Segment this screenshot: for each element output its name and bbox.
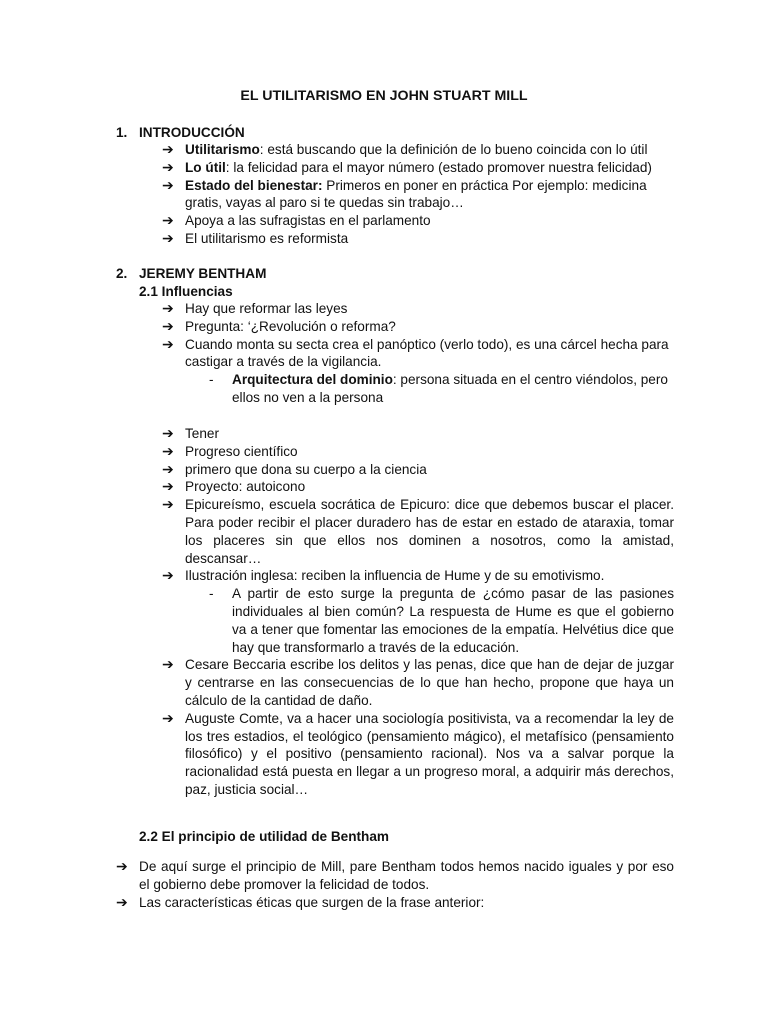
list-item: ➔ Cuando monta su secta crea el panóptico (verlo todo), es una cárcel hecha para castigar a través de la vigilancia. - Arquitectura del dominio: persona situada en el centro viéndolos, pero ellos no ven a la persona — [162, 336, 674, 407]
arrow-right-icon: ➔ — [162, 709, 174, 726]
subsection-2-2-heading: 2.2 El principio de utilidad de Bentham — [139, 829, 390, 844]
list-item: ➔ Lo útil: la felicidad para el mayor número (estado promover nuestra felicidad) — [162, 158, 652, 175]
list-item: ➔ El utilitarismo es reformista — [162, 229, 349, 246]
arrow-right-icon: ➔ — [162, 176, 174, 193]
intro-list — [162, 141, 674, 248]
arrow-right-icon: ➔ — [162, 460, 174, 477]
arrow-right-icon: ➔ — [162, 496, 174, 513]
document-title: EL UTILITARISMO EN JOHN STUART MILL — [240, 88, 528, 104]
arrow-right-icon: ➔ — [162, 567, 174, 584]
list-item: ➔ Estado del bienestar: Primeros en poner en práctica Por ejemplo: medicina gratis, vayas al paro si te quedas sin trabajo… — [162, 176, 647, 211]
arrow-right-icon: ➔ — [162, 212, 174, 229]
dash-list — [185, 371, 674, 407]
arrow-right-icon: ➔ — [162, 335, 174, 352]
arrow-right-icon: ➔ — [162, 300, 174, 316]
list-item: ➔ Pregunta: ‘¿Revolución o reforma? — [162, 317, 396, 334]
dash-item: - Arquitectura del dominio: persona situada en el centro viéndolos, pero ellos no ven a la persona — [209, 372, 668, 405]
list-item: ➔ Ilustración inglesa: reciben la influencia de Hume y de su emotivismo. - A partir de esto surge la pregunta de ¿cómo pasar de las pasiones individuales al bien común? La respuesta de Hume es que el gobierno va a tener que fomentar las emociones de la empatía. Helvétius dice que hay que transformarlo a través de la educación. — [162, 567, 674, 655]
arrow-right-icon: ➔ — [162, 229, 174, 246]
section-1-title: INTRODUCCIÓN — [139, 125, 245, 140]
arrow-right-icon: ➔ — [162, 656, 174, 673]
arrow-right-icon: ➔ — [162, 478, 174, 495]
arrow-right-icon: ➔ — [116, 893, 128, 910]
section-2-heading — [116, 265, 266, 283]
list-item: ➔ Epicureísmo, escuela socrática de Epicuro: dice que debemos buscar el placer. Para poder recibir el placer duradero has de estar en estado de ataraxia, tomar los placeres sin que ellos nos dominen a nosotros, como la amistad, descansar… — [162, 496, 674, 566]
section-1-heading — [116, 124, 245, 142]
list-item: ➔ Utilitarismo: está buscando que la definición de lo bueno coincida con lo útil — [162, 141, 648, 157]
arrow-right-icon: ➔ — [162, 158, 174, 175]
dash-item: - A partir de esto surge la pregunta de ¿cómo pasar de las pasiones individuales al bien común? La respuesta de Hume es que el gobierno va a tener que fomentar las emociones de la empatía. Helvétius dice que hay que transformarlo a través de la educación. — [209, 586, 674, 655]
arrow-right-icon: ➔ — [116, 858, 128, 874]
list-item: ➔ Apoya a las sufragistas en el parlamento — [162, 212, 431, 229]
list-item: ➔ Hay que reformar las leyes — [162, 300, 348, 316]
utility-principle-list — [116, 858, 674, 911]
list-item: ➔ De aquí surge el principio de Mill, pare Bentham todos hemos nacido iguales y por eso el gobierno debe promover la felicidad de todos. — [116, 858, 674, 892]
list-item: ➔ Tener — [162, 425, 220, 441]
dash-bullet: - — [209, 586, 214, 602]
subsection-2-1-heading: 2.1 Influencias — [139, 284, 233, 299]
influences-list-a — [162, 300, 674, 407]
arrow-right-icon: ➔ — [162, 317, 174, 334]
arrow-right-icon: ➔ — [162, 442, 174, 459]
arrow-right-icon: ➔ — [162, 425, 174, 441]
influences-list-b — [162, 425, 674, 799]
dash-list — [185, 585, 674, 656]
section-2-number: 2. — [116, 266, 128, 281]
section-1-number: 1. — [116, 125, 128, 140]
list-item: ➔ Auguste Comte, va a hacer una sociología positivista, va a recomendar la ley de los tres estadios, el teológico (pensamiento mágico), el metafísico (pensamiento filosófico) y el positivo (pensamiento racional). Nos va a salvar porque la racionalidad está puesta en llegar a un progreso moral, a adquirir más derechos, paz, justicia social… — [162, 709, 674, 797]
dash-bullet: - — [209, 372, 214, 388]
list-item: ➔ primero que dona su cuerpo a la ciencia — [162, 460, 427, 477]
list-item: ➔ Proyecto: autoicono — [162, 478, 306, 495]
list-item: ➔ Las características éticas que surgen de la frase anterior: — [116, 893, 485, 910]
section-2-title: JEREMY BENTHAM — [139, 266, 267, 281]
list-item: ➔ Progreso científico — [162, 442, 298, 459]
list-item: ➔ Cesare Beccaria escribe los delitos y las penas, dice que han de dejar de juzgar y centrarse en las consecuencias de lo que han hecho, propone que haya un cálculo de la cantidad de daño. — [162, 656, 674, 708]
arrow-right-icon: ➔ — [162, 141, 174, 157]
